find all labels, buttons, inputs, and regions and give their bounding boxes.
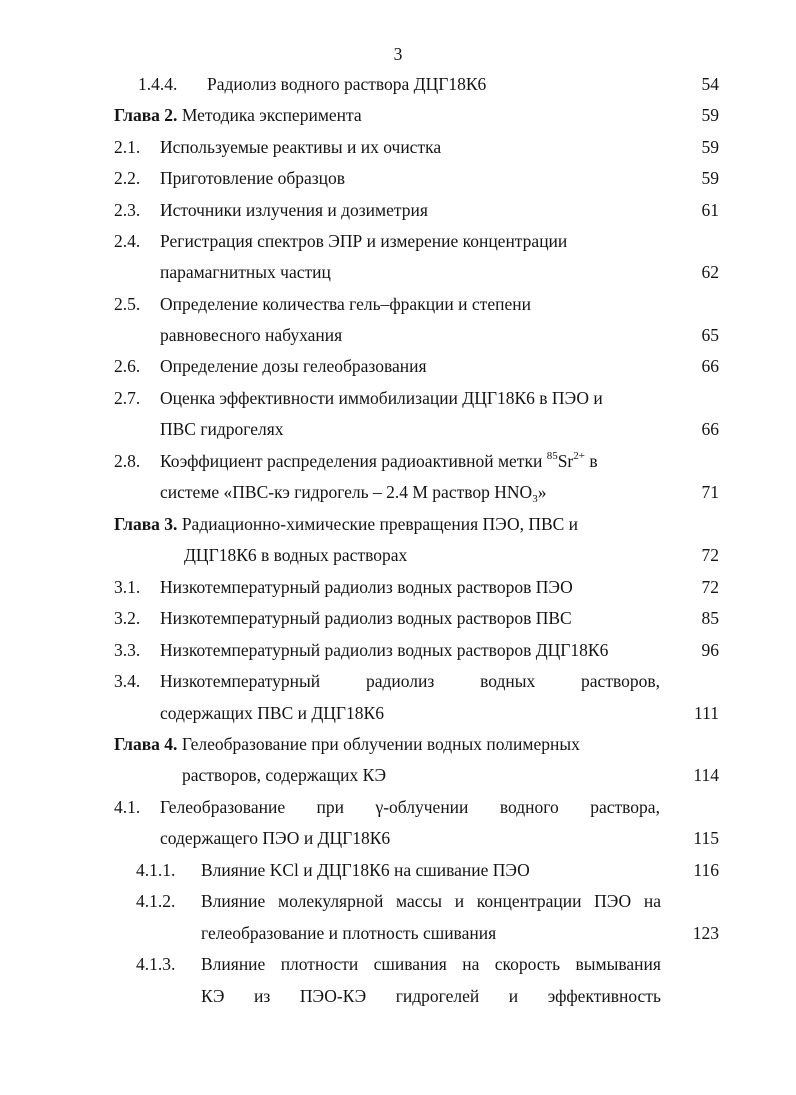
entry-title-line1: Коэффициент распределения радиоактивной метки $^{85}Sr^{2+}$ в <box>160 450 598 471</box>
chapter-title-line2: растворов, содержащих КЭ <box>182 765 387 785</box>
entry-number: 4.1.2. <box>136 891 176 911</box>
entry-title-line2: парамагнитных частиц <box>160 262 331 282</box>
entry-number: 1.4.4. <box>138 74 178 94</box>
entry-title: Радиолиз водного раствора ДЦГ18К6 <box>207 74 487 94</box>
entry-page: 72 <box>701 545 719 565</box>
entry-title: Приготовление образцов <box>160 168 346 188</box>
entry-title-line1: Гелеобразование при γ-облучении водного раствора, <box>160 797 660 817</box>
entry-title-line2: КЭ из ПЭО-КЭ гидрогелей и эффективность <box>201 986 661 1006</box>
entry-page: 66 <box>701 356 719 376</box>
chapter-title-line1: Радиационно-химические превращения ПЭО, ПВС и <box>181 514 579 534</box>
entry-title-line1: Влияние плотности сшивания на скорость вымывания <box>201 954 661 974</box>
entry-title-line2: гелеобразование и плотность сшивания <box>201 923 497 943</box>
chapter-label: Глава 4. <box>114 734 178 754</box>
entry-page: 116 <box>693 860 719 880</box>
entry-title-line2: содержащего ПЭО и ДЦГ18К6 <box>160 828 391 848</box>
entry-page: 65 <box>701 325 719 345</box>
entry-number: 3.1. <box>114 577 141 597</box>
chapter-title: Методика эксперимента <box>181 105 362 125</box>
entry-number: 2.8. <box>114 451 141 471</box>
entry-page: 85 <box>701 608 719 628</box>
entry-title-line2: системе «ПВС-кэ гидрогель – 2.4 М раствор $HNO_3$» <box>160 482 547 505</box>
entry-title: Используемые реактивы и их очистка <box>160 137 442 157</box>
entry-number: 2.3. <box>114 200 141 220</box>
chapter-title-line2: ДЦГ18К6 в водных растворах <box>184 545 408 565</box>
entry-page: 62 <box>701 262 719 282</box>
entry-page: 59 <box>701 105 719 125</box>
formula-subscript: 3 <box>532 493 538 505</box>
entry-title-line1: Влияние молекулярной массы и концентрации ПЭО на <box>201 891 661 911</box>
entry-title: Низкотемпературный радиолиз водных растворов ДЦГ18К6 <box>160 640 609 660</box>
entry-title-line2: ПВС гидрогелях <box>160 419 284 439</box>
entry-title: Источники излучения и дозиметрия <box>160 200 428 220</box>
entry-title-line2: содержащих ПВС и ДЦГ18К6 <box>160 703 384 723</box>
entry-number: 2.2. <box>114 168 141 188</box>
entry-title-line1: Низкотемпературный радиолиз водных растворов, <box>160 671 660 691</box>
entry-number: 2.4. <box>114 231 141 251</box>
entry-title-line1: Регистрация спектров ЭПР и измерение концентрации <box>160 231 568 251</box>
entry-number: 4.1.3. <box>136 954 176 974</box>
entry-page: 61 <box>701 200 719 220</box>
entry-number: 2.5. <box>114 294 141 314</box>
entry-page: 66 <box>701 419 719 439</box>
entry-page: 115 <box>693 828 719 848</box>
entry-page: 96 <box>701 640 719 660</box>
entry-title-line1: Определение количества гель–фракции и степени <box>160 294 531 314</box>
entry-title-line2: равновесного набухания <box>160 325 343 345</box>
chapter-label: Глава 3. <box>114 514 178 534</box>
entry-number: 2.1. <box>114 137 141 157</box>
ion-charge: 2+ <box>573 450 585 462</box>
entry-page: 71 <box>701 482 719 502</box>
entry-title: Влияние KCl и ДЦГ18К6 на сшивание ПЭО <box>201 860 530 880</box>
page-number: 3 <box>393 44 403 64</box>
entry-page: 72 <box>701 577 719 597</box>
entry-page: 123 <box>692 923 719 943</box>
entry-title-line1: Оценка эффективности иммобилизации ДЦГ18К6 в ПЭО и <box>160 388 603 408</box>
isotope-mass: 85 <box>546 450 558 462</box>
entry-page: 59 <box>701 137 719 157</box>
entry-page: 111 <box>694 703 719 723</box>
chapter-title-line1: Гелеобразование при облучении водных полимерных <box>181 734 580 754</box>
entry-number: 2.7. <box>114 388 141 408</box>
entry-page: 59 <box>701 168 719 188</box>
entry-number: 3.3. <box>114 640 141 660</box>
entry-title: Низкотемпературный радиолиз водных растворов ПЭО <box>160 577 573 597</box>
entry-number: 4.1.1. <box>136 860 176 880</box>
entry-title: Низкотемпературный радиолиз водных растворов ПВС <box>160 608 572 628</box>
entry-number: 2.6. <box>114 356 141 376</box>
chapter-label: Глава 2. <box>114 105 178 125</box>
entry-page: 114 <box>693 765 719 785</box>
entry-number: 3.2. <box>114 608 141 628</box>
entry-title: Определение дозы гелеобразования <box>160 356 427 376</box>
entry-number: 4.1. <box>114 797 141 817</box>
entry-page: 54 <box>701 74 719 94</box>
entry-number: 3.4. <box>114 671 141 691</box>
